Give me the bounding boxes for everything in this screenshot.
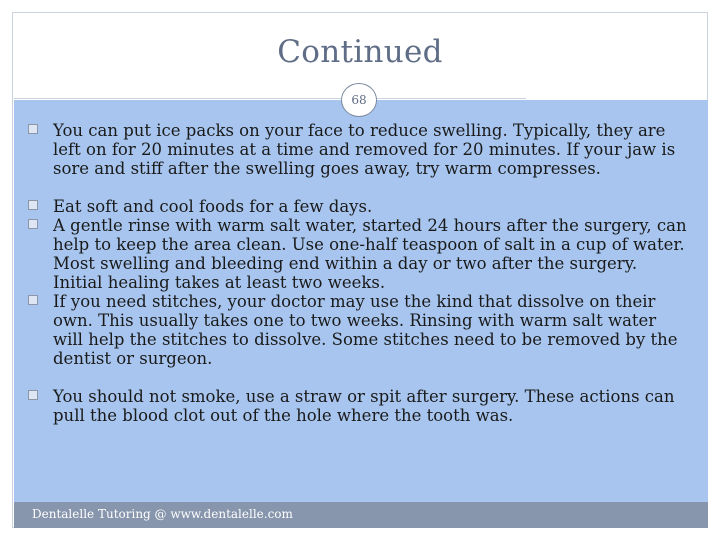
footer-text: Dentalelle Tutoring @ www.dentalelle.com [32,507,293,521]
list-item [28,216,690,292]
list-item [28,121,690,178]
bullet-text: You should not smoke, use a straw or spit after surgery. These actions can pull the blood clot out of the hole where the tooth was. [53,387,675,425]
bullet-box-icon [28,295,38,305]
bullet-text: You can put ice packs on your face to reduce swelling. Typically, they are left on for 20 minutes at a time and removed for 20 minutes. If your jaw is sore and stiff after the swelling goes away, try warm compresses. [53,121,676,178]
slide-title: Continued [277,34,443,70]
page-number: 68 [351,93,367,107]
list-item [28,387,690,425]
bullet-text: A gentle rinse with warm salt water, started 24 hours after the surgery, can help to keep the area clean. Use one-half teaspoon of salt in a cup of water. Most swelling and bleeding end within a day or two after the surgery. Initial healing takes at least two weeks. [53,216,687,292]
title-divider [14,98,526,99]
bullet-text: If you need stitches, your doctor may use the kind that dissolve on their own. This usually takes one to two weeks. Rinsing with warm salt water will help the stitches to dissolve. Some stitches need to be removed by the dentist or surgeon. [53,292,678,368]
bullet-list [28,121,690,425]
list-item [28,197,690,216]
bullet-text: Eat soft and cool foods for a few days. [53,197,373,216]
page-number-badge [341,83,377,117]
bullet-box-icon [28,390,38,400]
bullet-box-icon [28,200,38,210]
list-item [28,292,690,368]
bullet-box-icon [28,124,38,134]
bullet-box-icon [28,219,38,229]
